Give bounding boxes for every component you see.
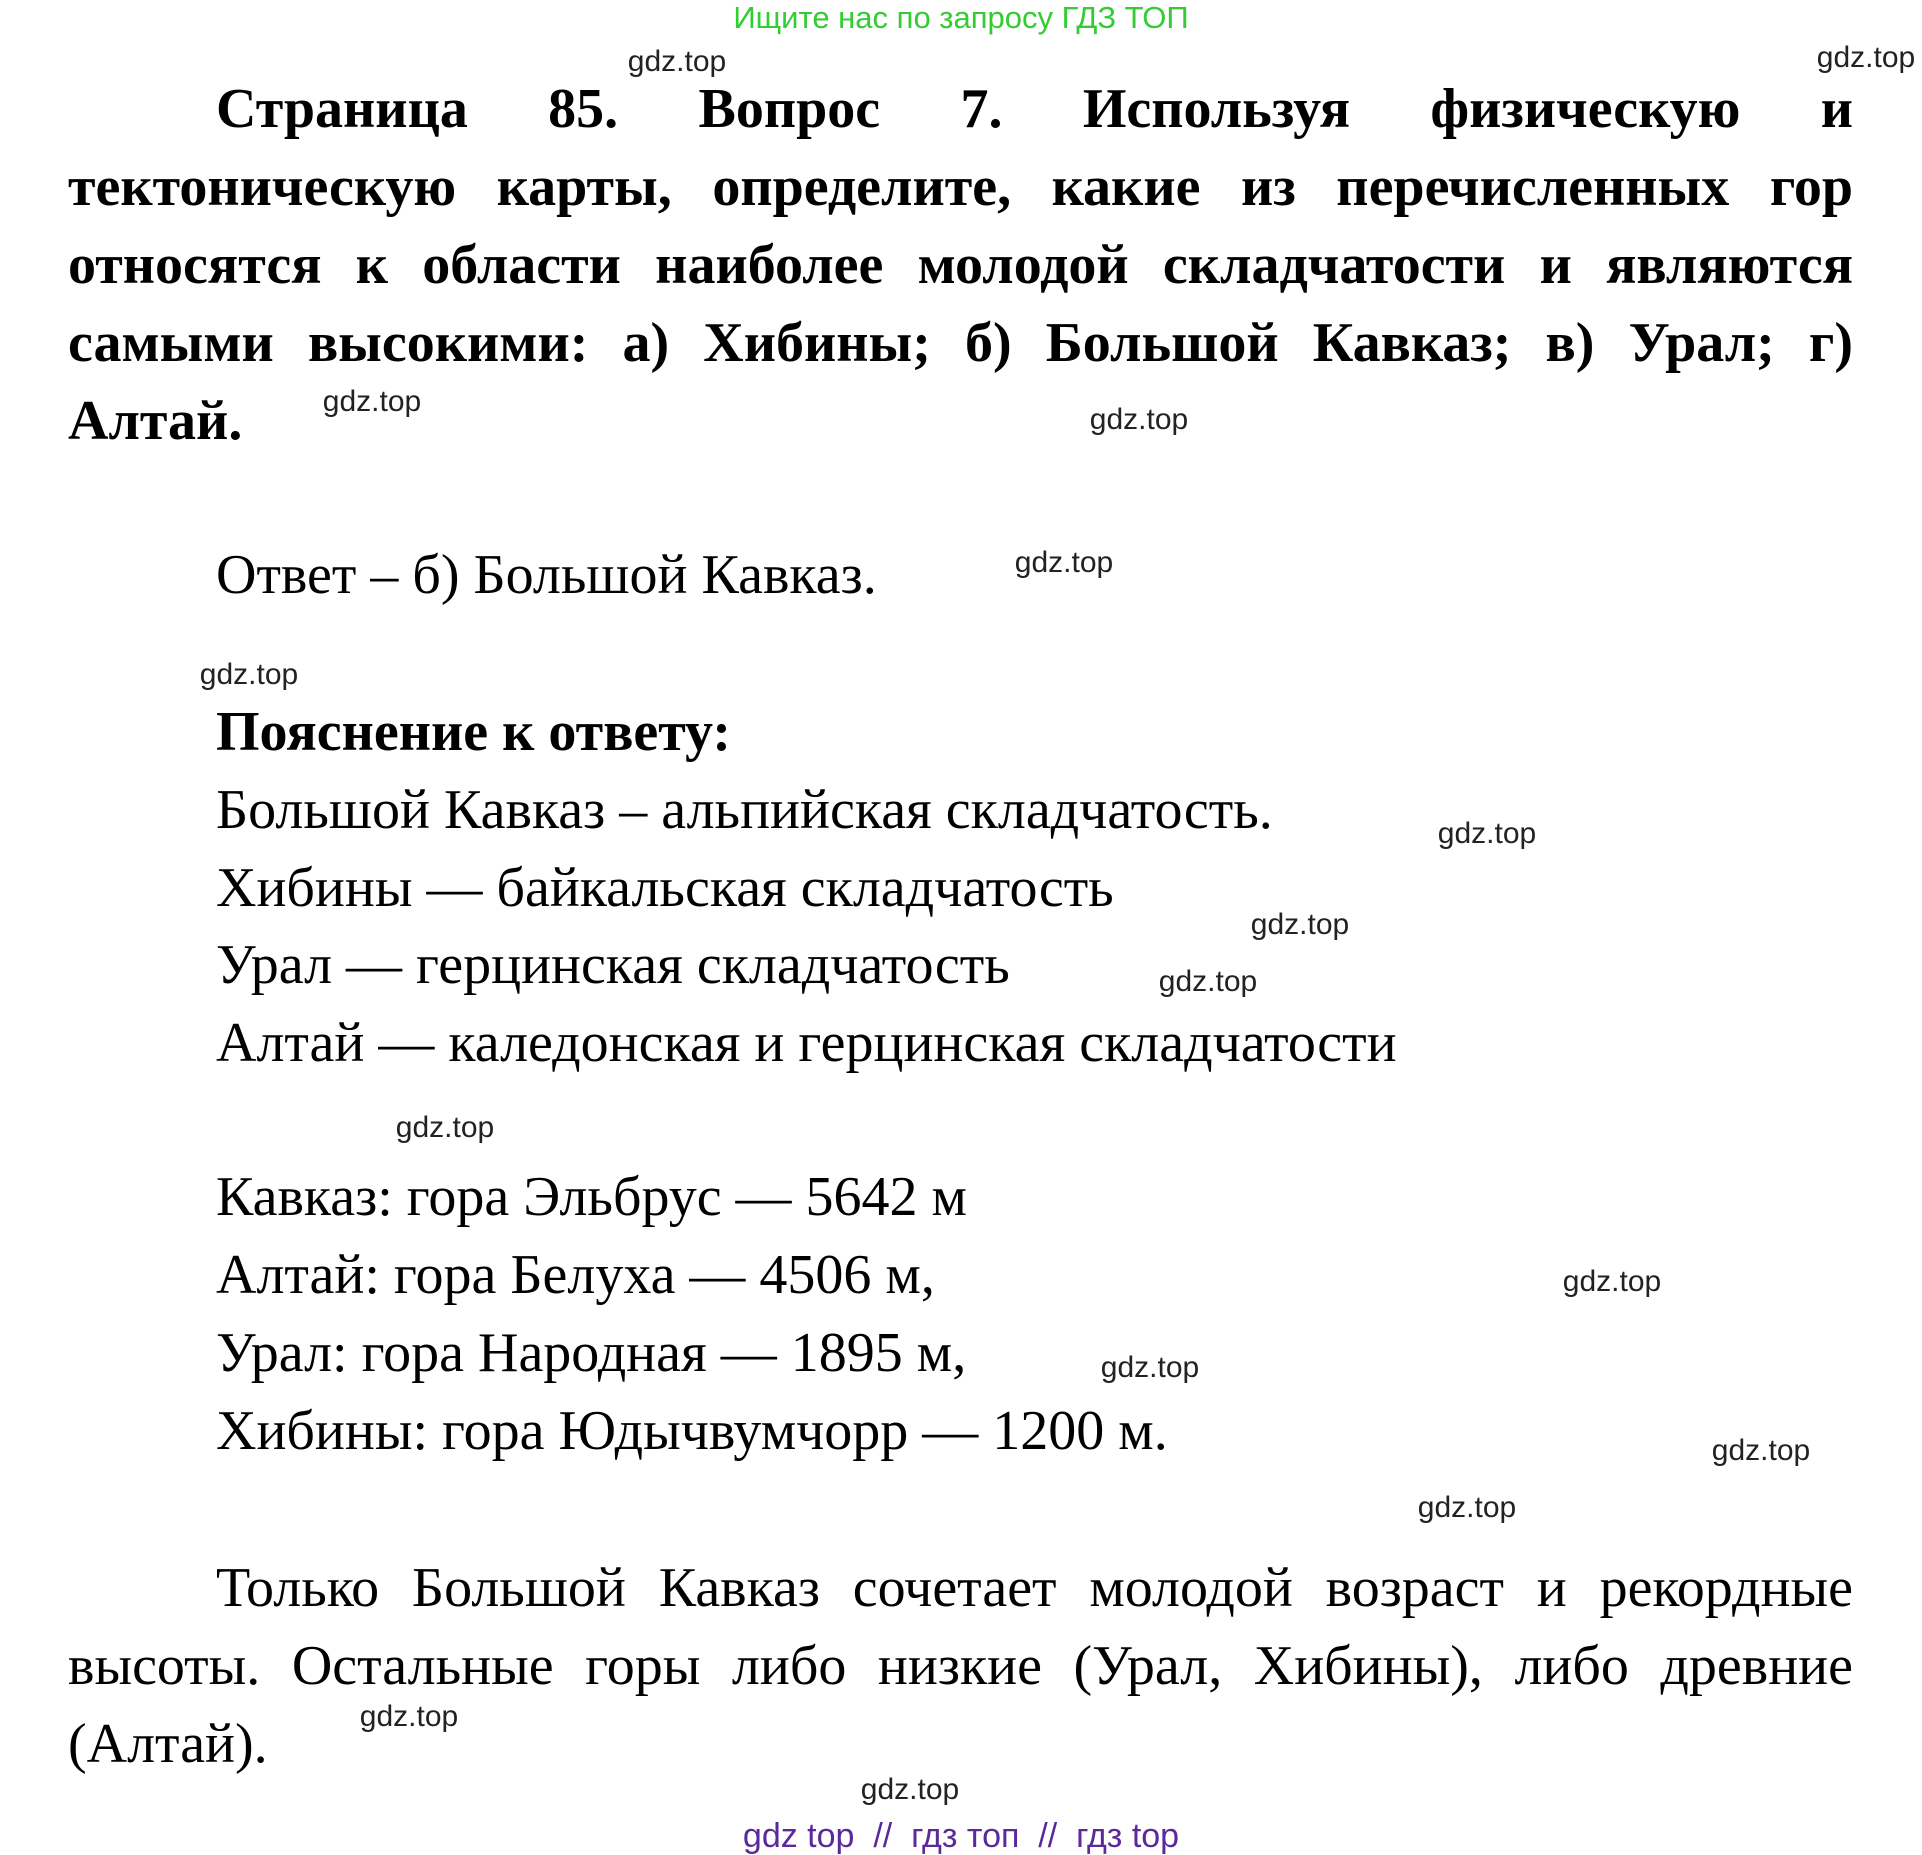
watermark: gdz.top	[359, 1700, 459, 1733]
height-line: Урал: гора Народная — 1895 м,	[216, 1322, 967, 1384]
watermark: gdz.top	[199, 658, 299, 691]
watermark: gdz.top	[1158, 965, 1258, 998]
conclusion-line: (Алтай).	[68, 1713, 268, 1775]
height-line: Хибины: гора Юдычвумчорр — 1200 м.	[216, 1400, 1168, 1462]
question-line: Страница 85. Вопрос 7. Используя физическую и	[216, 78, 1853, 140]
watermark: gdz.top	[1100, 1351, 1200, 1384]
folding-line: Большой Кавказ – альпийская складчатость.	[216, 779, 1273, 841]
conclusion-line: высоты. Остальные горы либо низкие (Урал, Хибины), либо древние	[68, 1635, 1853, 1697]
watermark: gdz.top	[1014, 546, 1114, 579]
watermark: gdz.top	[1816, 41, 1916, 74]
folding-line: Урал — герцинская складчатость	[216, 934, 1010, 996]
question-line: относятся к области наиболее молодой складчатости и являются	[68, 234, 1853, 296]
conclusion-line: Только Большой Кавказ сочетает молодой возраст и рекордные	[216, 1557, 1853, 1619]
answer: Ответ – б) Большой Кавказ.	[216, 544, 877, 606]
watermark: gdz.top	[1089, 403, 1189, 436]
question-line: самыми высокими: а) Хибины; б) Большой Кавказ; в) Урал; г)	[68, 312, 1853, 374]
watermark: gdz.top	[322, 385, 422, 418]
watermark: gdz.top	[1562, 1265, 1662, 1298]
folding-line: Алтай — каледонская и герцинская складчатости	[216, 1012, 1397, 1074]
watermark: gdz.top	[1417, 1491, 1517, 1524]
folding-line: Хибины — байкальская складчатость	[216, 857, 1114, 919]
height-line: Кавказ: гора Эльбрус — 5642 м	[216, 1166, 967, 1228]
watermark: gdz.top	[395, 1111, 495, 1144]
question-line: тектоническую карты, определите, какие из перечисленных гор	[68, 156, 1853, 218]
footer-links[interactable]: gdz top // гдз топ // гдз top	[742, 1817, 1180, 1855]
watermark: gdz.top	[1437, 817, 1537, 850]
question-line: Алтай.	[68, 390, 243, 452]
watermark: gdz.top	[1711, 1434, 1811, 1467]
explanation-title: Пояснение к ответу:	[216, 701, 731, 763]
watermark: gdz.top	[627, 45, 727, 78]
watermark: gdz.top	[860, 1773, 960, 1806]
height-line: Алтай: гора Белуха — 4506 м,	[216, 1244, 935, 1306]
promo-banner[interactable]: Ищите нас по запросу ГДЗ ТОП	[733, 0, 1189, 35]
watermark: gdz.top	[1250, 908, 1350, 941]
